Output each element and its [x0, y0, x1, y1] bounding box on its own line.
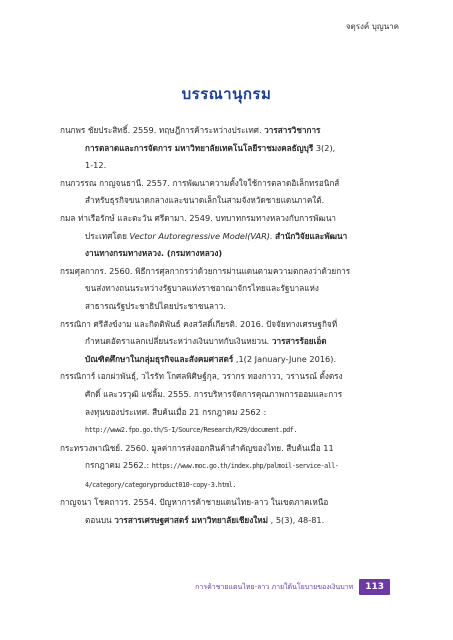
- reference-line: [60, 245, 396, 263]
- reference-text: ขนส่งทางถนนระหว่างรัฐบาลแห่งราชอาณาจักรไทยและรัฐบาลแห่ง: [85, 283, 319, 294]
- reference-text: กำหนดอัตราแลกเปลี่ยนระหว่างเงินบาทกับเงินหยวน.: [85, 336, 272, 347]
- reference-text: ,1(2 January-June 2016).: [233, 353, 337, 364]
- reference-line: [60, 316, 396, 334]
- reference-line: [60, 457, 396, 476]
- reference-entry: [60, 122, 396, 175]
- reference-url: 4/category/categoryproduct010-copy-3.html.: [85, 480, 236, 489]
- reference-line: [60, 333, 396, 351]
- reference-line: [60, 298, 396, 316]
- reference-line: [60, 263, 396, 281]
- reference-line: [60, 476, 396, 495]
- reference-text: งานทางกรมทางหลวง. (กรมทางหลวง): [85, 248, 223, 259]
- reference-line: [60, 210, 396, 228]
- reference-text: กาญจนา โชคถาวร. 2554. ปัญหาการค้าชายแดนไทย-ลาว ในเขตภาคเหนือ: [60, 497, 329, 508]
- reference-entry: [60, 263, 396, 316]
- reference-text: ตอนบน: [85, 515, 115, 526]
- reference-url: http://www2.fpo.go.th/S-I/Source/Research/R29/document.pdf.: [85, 426, 297, 435]
- reference-text: ศักดิ์ และวรวุฒิ แซ่ลิ้ม. 2555. การบริหารจัดการคุณภาพการออมและการ: [85, 388, 343, 399]
- reference-text: สำนักวิจัยและพัฒนา: [275, 230, 348, 241]
- reference-text: , 5(3), 48-81.: [268, 515, 325, 526]
- reference-line: [60, 404, 396, 422]
- reference-line: [60, 440, 396, 458]
- reference-text: กรมศุลกากร. 2560. พิธีการศุลกากรว่าด้วยการผ่านแดนตามความตกลงว่าด้วยการ: [60, 265, 351, 276]
- author-header: จตุรงค์ บุญนาค: [345, 22, 399, 31]
- reference-line: [60, 421, 396, 440]
- reference-text: กนกพร ชัยประสิทธิ์. 2559. ทฤษฎีการค้าระหว่างประเทศ.: [60, 125, 265, 135]
- reference-text: บัณฑิตศึกษาในกลุ่มธุรกิจและสังคมศาสตร์: [85, 353, 234, 364]
- reference-text: กรรณิการ์ เอกผ่าพันธุ์, วไรรัท โกศลพิศิษฐ์กุล, วรากร ทองกาวว, วรานรณ์ ตั้งตรง: [60, 371, 343, 382]
- reference-text: สาธารณรัฐประชาธิปไตยประชาชนลาว.: [85, 300, 226, 311]
- reference-text: 3(2),: [313, 142, 336, 153]
- reference-text: Vector Autoregressive Model(VAR).: [129, 230, 273, 241]
- reference-text: วารสารวิชาการ: [264, 125, 321, 135]
- reference-entry: [60, 494, 396, 529]
- reference-text: กรกฎาคม 2562.:: [85, 460, 152, 471]
- reference-entry: [60, 316, 396, 369]
- reference-entry: [60, 210, 396, 263]
- page-number: 113: [359, 579, 390, 595]
- reference-text: กระทรวงพาณิชย์. 2560. มูลค่าการส่งออกสินค้าสำคัญของไทย. สืบค้นเมื่อ 11: [60, 442, 334, 453]
- reference-text: การตลาดและการจัดการ มหาวิทยาลัยเทคโนโลยีราชมงคลธัญบุรี: [85, 142, 314, 153]
- reference-line: [60, 157, 396, 175]
- reference-text: สำหรับธุรกิจขนาดกลางและขนาดเล็กในสามจังหวัดชายแดนภาคใต้.: [85, 195, 325, 206]
- reference-line: [60, 351, 396, 369]
- reference-line: [60, 140, 396, 158]
- reference-line: [60, 192, 396, 210]
- page-title: บรรณานุกรม: [181, 85, 272, 103]
- reference-line: [60, 512, 396, 530]
- reference-line: [60, 368, 396, 386]
- reference-list: [60, 122, 396, 530]
- reference-text: ประเทศโดย: [85, 230, 130, 241]
- reference-text: กมล ท่าเรือรักษ์ และตะวัน ศรีดามา. 2549. บทบาทกรมทางหลวงกับการพัฒนา: [60, 212, 337, 223]
- reference-text: ลงทุนของประเทศ. สืบค้นเมื่อ 21 กรกฎาคม 2562 :: [85, 406, 267, 417]
- reference-line: [60, 122, 396, 140]
- reference-line: [60, 386, 396, 404]
- reference-text: 1-12.: [85, 160, 107, 171]
- reference-text: วารสารเศรษฐศาสตร์ มหาวิทยาลัยเชียงใหม่: [114, 515, 269, 526]
- reference-entry: [60, 440, 396, 495]
- reference-line: [60, 494, 396, 512]
- reference-text: กนกวรรณ กาญจนธานี. 2557. การพัฒนาความตั้งใจใช้การตลาดอิเล็กทรอนิกส์: [60, 177, 340, 188]
- reference-line: [60, 175, 396, 193]
- reference-text: วารสารร้อยเอ็ด: [271, 336, 327, 347]
- page-footer: [195, 579, 390, 595]
- reference-line: [60, 228, 396, 246]
- reference-text: กรรณิกา ศรีสังข์งาม และกิตติพันธ์ คงสวัสดิ์เกียรติ. 2016. ปัจจัยทางเศรษฐกิจที่: [60, 318, 338, 329]
- reference-entry: [60, 175, 396, 210]
- reference-line: [60, 280, 396, 298]
- reference-entry: [60, 368, 396, 439]
- reference-url: https://www.moc.go.th/index.php/palmoil-service-all-: [151, 462, 339, 471]
- footer-book-title: การค้าชายแดนไทย-ลาว ภายใต้นโยบายของเงินบาท: [195, 582, 354, 591]
